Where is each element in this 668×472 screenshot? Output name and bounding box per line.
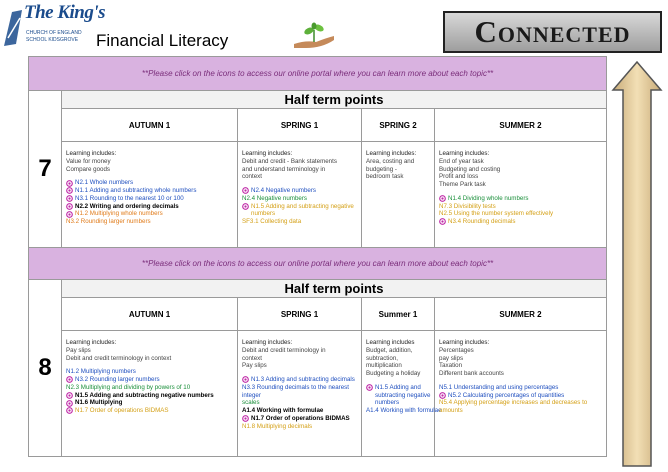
term-content (238, 331, 362, 457)
topic-label: N1.7 Order of operations BIDMAS (251, 414, 350, 422)
term-content (62, 331, 238, 457)
hand-plant-icon (292, 22, 336, 50)
topic-link[interactable] (439, 195, 603, 203)
learning-item: Area, costing and (366, 157, 415, 165)
topic-label: N5.2 Calculating percentages of quantities (448, 391, 565, 399)
portal-link-icon[interactable] (439, 195, 446, 202)
learning-includes-label: Learning includes: (439, 339, 490, 346)
learning-includes-label: Learning includes: (242, 339, 293, 346)
topic-label: N1.4 Dividing whole numbers (448, 194, 529, 202)
topic-link (66, 218, 234, 226)
learning-item: Compare goods (66, 165, 111, 173)
year-label: 8 (29, 280, 62, 457)
topic-link (242, 423, 358, 431)
term-content (238, 142, 362, 248)
notice-row (29, 248, 607, 280)
term-content (362, 331, 442, 457)
topic-link[interactable] (366, 384, 431, 407)
topic-link[interactable] (66, 179, 234, 187)
learning-item: context (242, 173, 262, 181)
term-content-row (29, 331, 607, 457)
topic-label: N3.2 Rounding larger numbers (66, 218, 151, 225)
learning-includes-label: Learning includes: (439, 150, 490, 157)
logo-title: The King's (24, 2, 106, 23)
topic-link[interactable] (66, 392, 234, 400)
learning-item: multiplication (366, 362, 402, 370)
topic-link[interactable] (242, 415, 358, 423)
topic-label: N1.2 Multiplying numbers (66, 368, 136, 376)
portal-link-icon[interactable] (66, 392, 73, 399)
term-header: SPRING 2 (362, 109, 435, 142)
topic-label: N2.5 Using the number system effectively (439, 210, 554, 218)
topic-link (439, 399, 603, 415)
learning-includes-label: Learning includes: (66, 339, 117, 346)
topic-label: N3.3 Rounding decimals to the nearest integer (242, 383, 349, 399)
half-term-heading: Half term points (62, 280, 607, 298)
school-logo (2, 2, 106, 60)
topic-label: SF3.1 Collecting data (242, 218, 302, 225)
topic-link[interactable] (66, 203, 234, 211)
topic-label: A1.4 Working with formulae (366, 407, 442, 414)
topic-link[interactable] (66, 195, 234, 203)
learning-item: Budgeting a holiday (366, 370, 421, 377)
term-content-row (29, 142, 607, 248)
topic-label: N1.5 Adding and subtracting negative numbers (375, 383, 431, 407)
portal-link-icon[interactable] (242, 203, 249, 210)
half-term-heading: Half term points (62, 91, 607, 109)
topic-link (242, 195, 358, 203)
learning-item: Percentages (439, 346, 474, 354)
learning-item: Budget, addition, (366, 346, 413, 354)
topic-label: N2.1 Whole numbers (75, 179, 134, 187)
topic-label: N1.5 Adding and subtracting negative numbers (251, 202, 354, 218)
term-content (435, 331, 607, 457)
learning-includes-label: Learning includes (366, 339, 415, 346)
learning-item: Theme Park task (439, 181, 486, 188)
portal-link-icon[interactable] (66, 400, 73, 407)
topic-label: N1.2 Multiplying whole numbers (75, 210, 163, 218)
term-header-row (29, 298, 607, 331)
learning-item: Value for money (66, 157, 111, 165)
portal-link-icon[interactable] (66, 203, 73, 210)
portal-link-icon[interactable] (66, 195, 73, 202)
connected-banner-text: Connected (474, 14, 631, 49)
term-header: SUMMER 2 (435, 109, 607, 142)
portal-link-icon[interactable] (66, 180, 73, 187)
topic-label: N1.8 Multiplying decimals (242, 422, 313, 430)
term-content (435, 142, 607, 248)
learning-item: Pay slips (242, 362, 267, 370)
topic-label: N2.2 Writing and ordering decimals (75, 202, 179, 210)
learning-item: and understand terminology in (242, 165, 326, 173)
learning-includes-label: Learning includes: (66, 150, 117, 157)
topic-label: scales (242, 399, 260, 407)
topic-link[interactable] (66, 376, 234, 384)
connected-banner (443, 11, 662, 53)
portal-link-icon[interactable] (366, 384, 373, 391)
topic-link[interactable] (439, 218, 603, 226)
topic-link[interactable] (242, 187, 358, 195)
topic-link[interactable] (66, 399, 234, 407)
topic-link (242, 407, 358, 415)
topic-link (439, 384, 603, 392)
learning-item: Profit and loss (439, 173, 479, 181)
topic-label: N3.1 Rounding to the nearest 10 or 100 (75, 194, 184, 202)
topic-label: N1.5 Adding and subtracting negative numbers (75, 391, 214, 399)
topic-label: N2.4 Negative numbers (242, 194, 308, 202)
learning-item: budgeting - (366, 165, 397, 173)
portal-notice: **Please click on the icons to access our online portal where you can learn more about each topic** (29, 248, 607, 280)
portal-link-icon[interactable] (66, 211, 73, 218)
learning-item: Pay slips (66, 346, 91, 354)
logo-subtitle: CHURCH OF ENGLAND (26, 30, 82, 36)
term-header: SPRING 1 (238, 298, 362, 331)
page-title: Financial Literacy (96, 31, 229, 50)
topic-link[interactable] (66, 407, 234, 415)
term-header: AUTUMN 1 (62, 298, 238, 331)
portal-link-icon[interactable] (66, 407, 73, 414)
term-header: Summer 1 (362, 298, 435, 331)
topic-label: N5.4 Applying percentage increases and decreases to amounts (439, 399, 588, 414)
learning-item: context (242, 354, 262, 362)
learning-includes-label: Learning includes: (366, 150, 417, 157)
term-content (62, 142, 238, 248)
learning-item: Debit and credit terminology in (242, 346, 326, 354)
learning-item: Debit and credit - Bank statements (242, 157, 337, 165)
notice-row (29, 57, 607, 91)
topic-link (439, 203, 603, 211)
topic-label: N1.6 Multiplying (75, 399, 123, 407)
learning-item: bedroom task (366, 173, 404, 181)
term-header-row (29, 109, 607, 142)
portal-link-icon[interactable] (242, 415, 249, 422)
term-header: AUTUMN 1 (62, 109, 238, 142)
topic-link (366, 407, 442, 415)
portal-link-icon[interactable] (439, 392, 446, 399)
learning-item: subtraction, (366, 354, 398, 362)
half-term-row (29, 91, 607, 109)
topic-label: N3.2 Rounding larger numbers (75, 376, 160, 383)
year-label: 7 (29, 91, 62, 248)
topic-link (66, 384, 234, 392)
topic-link[interactable] (66, 187, 234, 195)
topic-label: N5.1 Understanding and using percentages (439, 383, 559, 391)
topic-label: N2.4 Negative numbers (251, 187, 317, 194)
term-header: SUMMER 2 (435, 298, 607, 331)
topic-link (242, 399, 358, 407)
portal-link-icon[interactable] (242, 187, 249, 194)
topic-link[interactable] (242, 203, 358, 219)
half-term-row (29, 280, 607, 298)
topic-link[interactable] (242, 376, 358, 384)
term-content (362, 142, 435, 248)
topic-label: N7.3 Divisibility tests (439, 202, 496, 210)
school-crest-icon (2, 8, 24, 48)
topic-link[interactable] (439, 392, 603, 400)
topic-label: N3.4 Rounding decimals (448, 218, 516, 225)
curriculum-grid (28, 56, 606, 457)
portal-link-icon[interactable] (66, 187, 73, 194)
learning-item: Taxation (439, 362, 463, 370)
portal-link-icon[interactable] (66, 376, 73, 383)
portal-notice: **Please click on the icons to access our online portal where you can learn more about each topic** (29, 57, 607, 91)
topic-label: N1.1 Adding and subtracting whole numbers (75, 187, 197, 194)
topic-label: N1.7 Order of operations BIDMAS (75, 407, 169, 414)
topic-label: N1.3 Adding and subtracting decimals (251, 376, 355, 383)
learning-item: End of year task (439, 157, 484, 165)
topic-link (66, 368, 234, 376)
topic-label: A1.4 Working with formulae (242, 407, 324, 414)
term-header: SPRING 1 (238, 109, 362, 142)
topic-link (242, 218, 358, 226)
topic-link (242, 384, 358, 400)
learning-item: Different bank accounts (439, 370, 504, 377)
topic-link[interactable] (66, 210, 234, 218)
learning-item: Budgeting and costing (439, 165, 501, 173)
portal-link-icon[interactable] (439, 218, 446, 225)
topic-link (439, 210, 603, 218)
learning-includes-label: Learning includes: (242, 150, 293, 157)
learning-item: pay slips (439, 354, 464, 362)
logo-subtitle-2: SCHOOL KIDSGROVE (26, 37, 79, 43)
topic-label: N2.3 Multiplying and dividing by powers of 10 (66, 383, 191, 391)
portal-link-icon[interactable] (242, 376, 249, 383)
learning-item: Debit and credit terminology in context (66, 354, 172, 362)
up-arrow-icon (611, 60, 663, 468)
